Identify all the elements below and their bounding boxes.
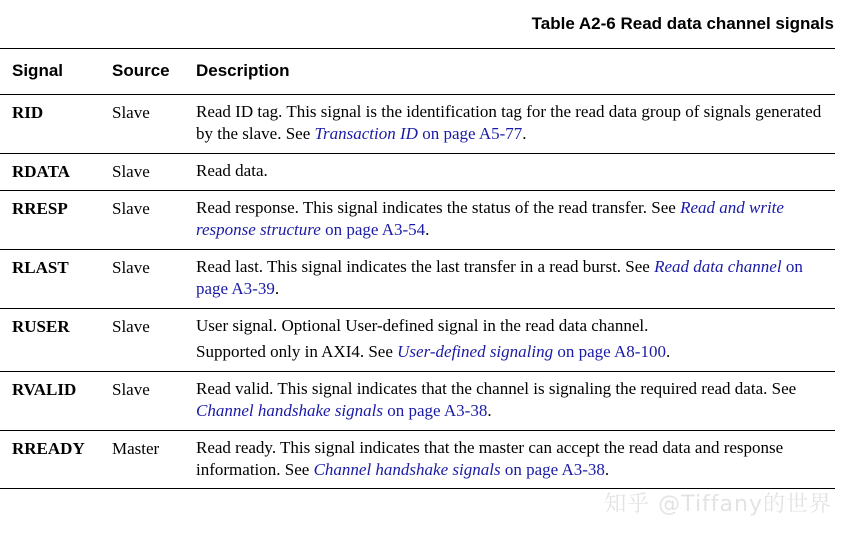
signal-name: RDATA xyxy=(12,162,70,181)
signal-source: Slave xyxy=(112,258,150,277)
signal-description xyxy=(196,378,825,422)
description-paragraph xyxy=(196,256,825,300)
description-text: Read ID tag. This signal is the identification tag for the read data group of signals generated by the slave. See xyxy=(196,102,822,143)
table-row xyxy=(0,249,835,308)
description-text: . xyxy=(522,124,527,143)
signal-description xyxy=(196,160,825,182)
table-body xyxy=(0,94,835,489)
cross-reference-link[interactable] xyxy=(315,124,523,143)
header-source: Source xyxy=(112,61,170,80)
table-caption: Table A2-6 Read data channel signals xyxy=(531,14,834,33)
signal-name: RID xyxy=(12,103,44,122)
cross-reference-page[interactable]: on page A5-77 xyxy=(417,124,523,143)
watermark: 知乎 @Tiffany的世界 xyxy=(604,492,832,517)
header-signal: Signal xyxy=(12,61,64,80)
signal-description xyxy=(196,197,825,241)
table-row xyxy=(0,153,835,190)
description-text: Read valid. This signal indicates that the channel is signaling the required read data. See xyxy=(196,379,797,398)
cross-reference-link[interactable] xyxy=(314,460,605,479)
cross-reference-link[interactable] xyxy=(196,401,487,420)
table-row xyxy=(0,308,835,371)
signal-description xyxy=(196,101,825,145)
table-header-row xyxy=(0,48,835,94)
signal-source: Slave xyxy=(112,199,150,218)
table-row xyxy=(0,94,835,153)
description-text: . xyxy=(487,401,492,420)
table-row xyxy=(0,430,835,489)
signals-table xyxy=(0,48,835,489)
signal-source: Master xyxy=(112,439,160,458)
cross-reference-page[interactable]: on page A3-38 xyxy=(383,401,488,420)
description-text: Read ready. This signal indicates that the master can accept the read data and response information. See xyxy=(196,438,784,479)
description-paragraph xyxy=(196,197,825,241)
cross-reference-page[interactable]: on page A3-38 xyxy=(500,460,605,479)
cross-reference-title[interactable]: Read data channel xyxy=(654,257,782,276)
description-paragraph xyxy=(196,378,825,422)
signal-name: RREADY xyxy=(12,439,85,458)
cross-reference-title[interactable]: Read and write response structure xyxy=(196,198,784,239)
description-text: User signal. Optional User-defined signal in the read data channel. xyxy=(196,316,649,335)
description-text: . xyxy=(665,342,671,361)
description-text: Read response. This signal indicates the status of the read transfer. See xyxy=(196,198,681,217)
table-row xyxy=(0,190,835,249)
description-paragraph xyxy=(196,341,825,363)
description-text: . xyxy=(604,460,610,479)
description-paragraph xyxy=(196,315,825,337)
description-text: . xyxy=(274,279,280,298)
cross-reference-title[interactable]: Transaction ID xyxy=(314,124,418,143)
description-text: Read last. This signal indicates the last transfer in a read burst. See xyxy=(196,257,655,276)
cross-reference-page[interactable]: on page A8-100 xyxy=(553,342,666,361)
signal-description xyxy=(196,315,825,363)
cross-reference-title[interactable]: User-defined signaling xyxy=(397,342,554,361)
cross-reference-link[interactable] xyxy=(397,342,666,361)
signal-source: Slave xyxy=(112,380,150,399)
signal-description xyxy=(196,437,825,481)
header-description: Description xyxy=(196,61,290,80)
description-text: . xyxy=(425,220,430,239)
cross-reference-title[interactable]: Channel handshake signals xyxy=(313,460,501,479)
signal-name: RLAST xyxy=(12,258,69,277)
description-paragraph xyxy=(196,437,825,481)
cross-reference-title[interactable]: Channel handshake signals xyxy=(196,401,383,420)
description-paragraph xyxy=(196,160,825,182)
signal-name: RRESP xyxy=(12,199,68,218)
signal-description xyxy=(196,256,825,300)
signal-source: Slave xyxy=(112,162,150,181)
table-row xyxy=(0,371,835,430)
cross-reference-page[interactable]: on page A3-39 xyxy=(196,257,803,298)
signal-source: Slave xyxy=(112,103,150,122)
signal-source: Slave xyxy=(112,317,150,336)
signal-name: RVALID xyxy=(12,380,77,399)
description-paragraph xyxy=(196,101,825,145)
signal-name: RUSER xyxy=(12,317,70,336)
description-text: Supported only in AXI4. See xyxy=(196,342,398,361)
description-text: Read data. xyxy=(196,161,268,180)
cross-reference-page[interactable]: on page A3-54 xyxy=(320,220,426,239)
